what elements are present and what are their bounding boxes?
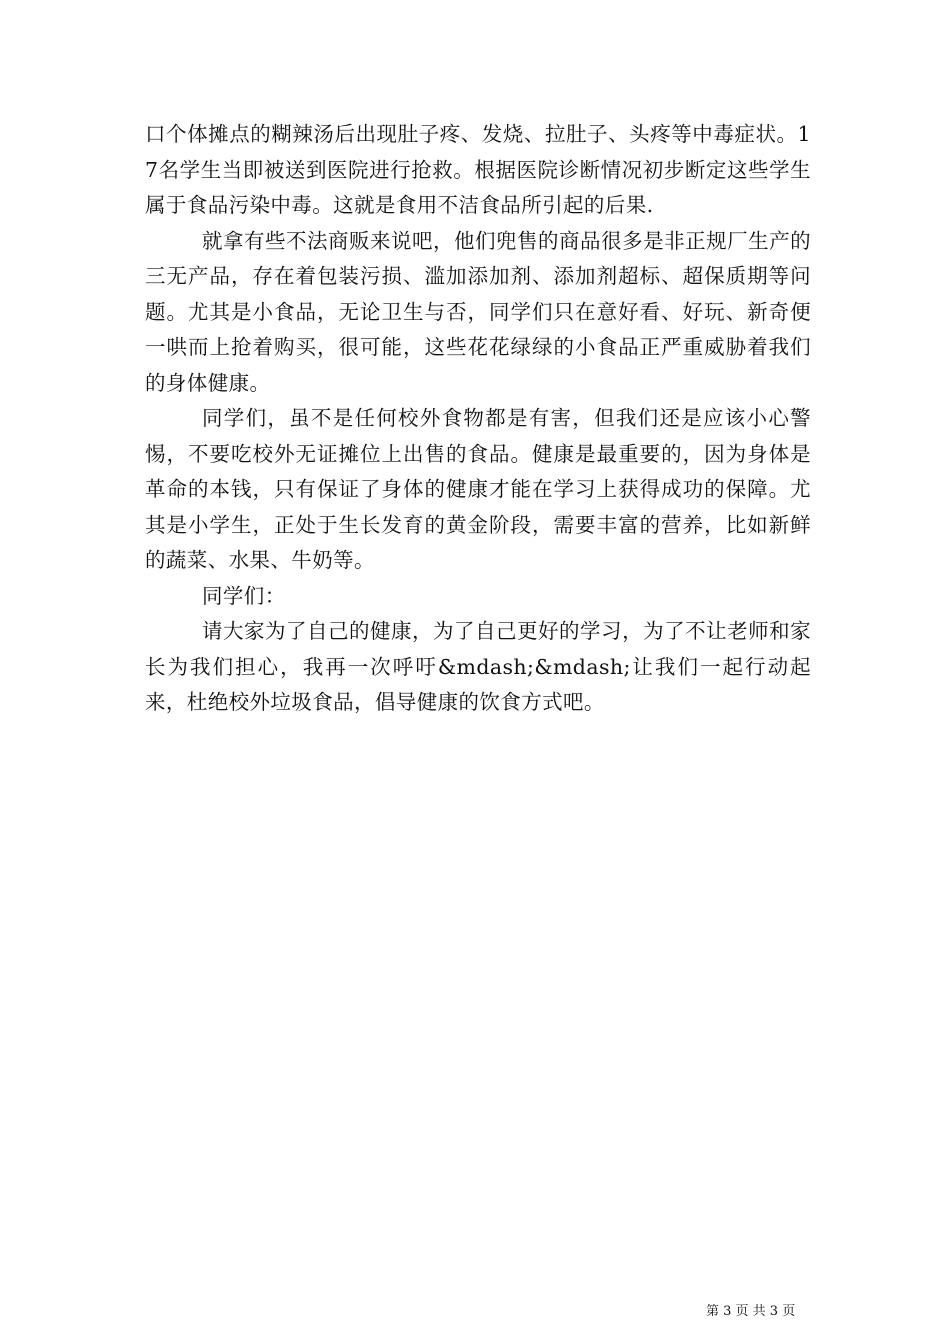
paragraph-2: 就拿有些不法商贩来说吧，他们兜售的商品很多是非正规厂生产的三无产品，存在着包装污损、滥加添加剂、添加剂超标、超保质期等问题。尤其是小食品，无论卫生与否，同学们只在意好看、好玩、新奇便一哄而上抢着购买，很可能，这些花花绿绿的小食品正严重威胁着我们的身体健康。	[145, 228, 811, 395]
paragraph-1: 口个体摊点的糊辣汤后出现肚子疼、发烧、拉肚子、头疼等中毒症状。17名学生当即被送到医院进行抢救。根据医院诊断情况初步断定这些学生属于食品污染中毒。这就是食用不洁食品所引起的后果.	[145, 122, 811, 217]
document-body	[145, 117, 811, 721]
page-number: 第 3 页 共 3 页	[706, 1304, 796, 1319]
paragraph-4: 同学们：	[202, 583, 286, 608]
paragraph-3: 同学们，虽不是任何校外食物都是有害，但我们还是应该小心警惕，不要吃校外无证摊位上出售的食品。健康是最重要的，因为身体是革命的本钱，只有保证了身体的健康才能在学习上获得成功的保障。尤其是小学生，正处于生长发育的黄金阶段，需要丰富的营养，比如新鲜的蔬菜、水果、牛奶等。	[145, 406, 811, 572]
paragraph-5: 请大家为了自己的健康，为了自己更好的学习，为了不让老师和家长为我们担心，我再一次呼吁&mdash;&mdash;让我们一起行动起来，杜绝校外垃圾食品，倡导健康的饮食方式吧。	[145, 619, 811, 714]
